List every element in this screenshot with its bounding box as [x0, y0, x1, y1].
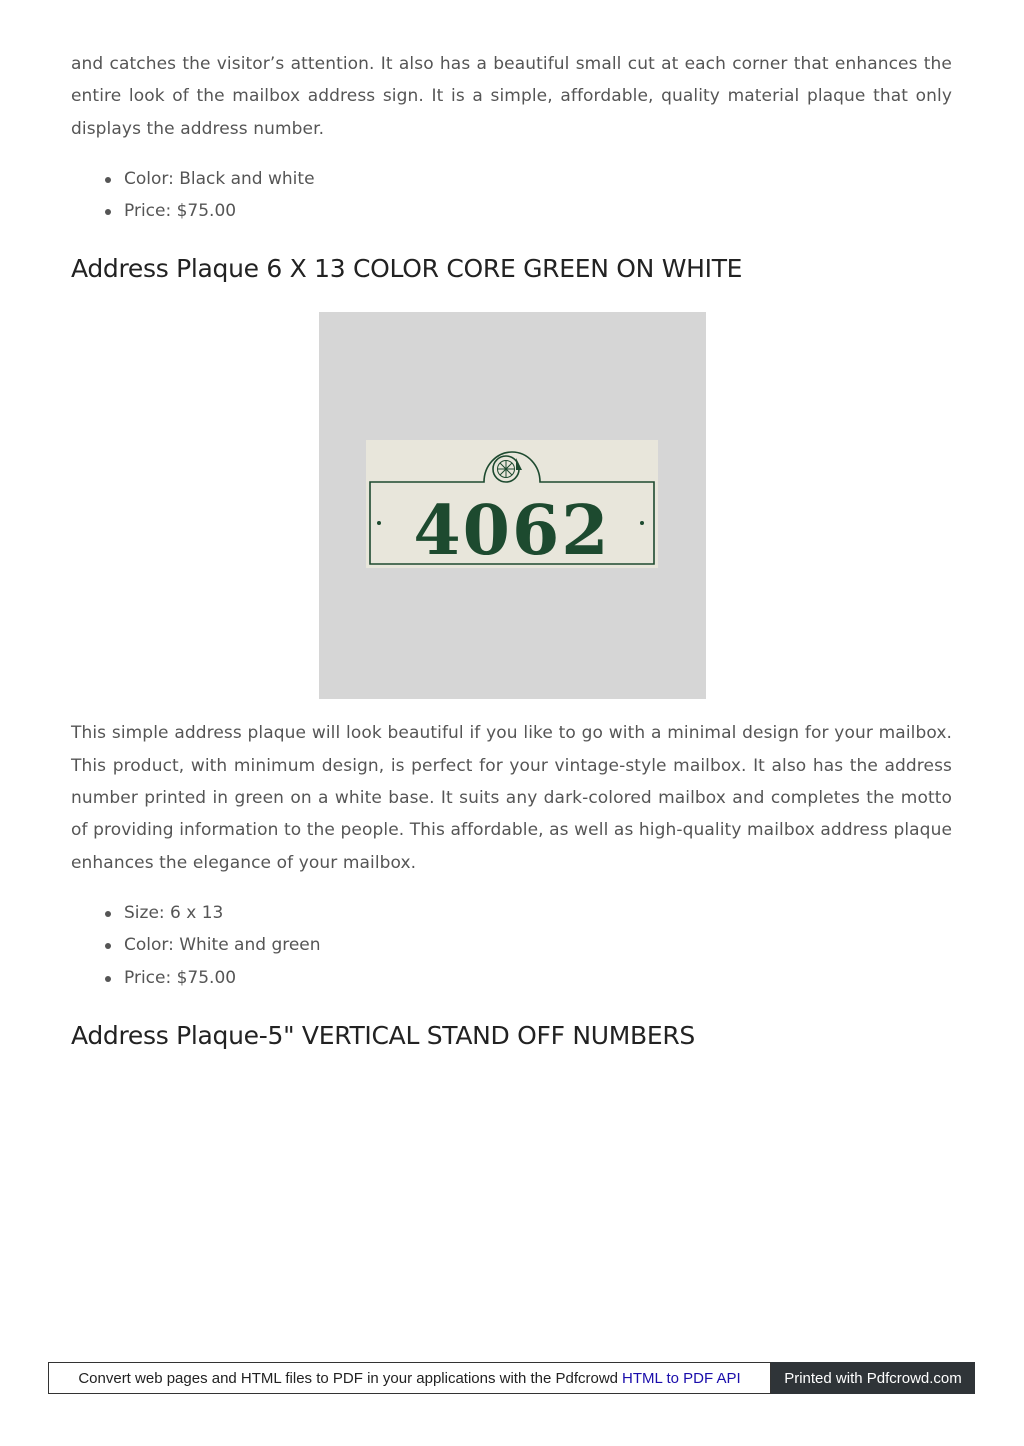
address-plaque-illustration — [366, 440, 658, 568]
pdfcrowd-footer — [48, 1362, 975, 1394]
list-item: Price: $75.00 — [124, 195, 952, 227]
list-item: Color: Black and white — [124, 163, 952, 195]
mounting-hole — [640, 521, 644, 525]
list-item: Size: 6 x 13 — [124, 897, 952, 929]
product-image — [319, 312, 706, 699]
product-description: This simple address plaque will look beautiful if you like to go with a minimal design for your mailbox. This product, with minimum design, is perfect for your vintage-style mailbox. It also has the address number printed in green on a white base. It suits any dark-colored mailbox and completes the motto of providing information to the people. This affordable, as well as high-quality mailbox address plaque enhances the elegance of your mailbox. — [71, 723, 952, 873]
footer-text: Convert web pages and HTML files to PDF in your applications with the Pdfcrowd — [78, 1369, 619, 1387]
mounting-hole — [377, 521, 381, 525]
plaque-number: 4062 — [413, 491, 611, 569]
next-product-heading: Address Plaque-5" VERTICAL STAND OFF NUMBERS — [71, 1020, 695, 1050]
list-item: Price: $75.00 — [124, 962, 952, 994]
footer-banner — [48, 1362, 771, 1394]
product-spec-list — [71, 897, 952, 994]
list-item: Color: White and green — [124, 929, 952, 961]
html-to-pdf-api-link[interactable]: HTML to PDF API — [622, 1369, 741, 1387]
article-content — [71, 48, 952, 1052]
intro-paragraph: and catches the visitor’s attention. It also has a beautiful small cut at each corner that enhances the entire look of the mailbox address sign. It is a simple, affordable, quality material plaque that only displays the address number. — [71, 54, 952, 139]
printed-with-badge[interactable]: Printed with Pdfcrowd.com — [771, 1362, 975, 1394]
intro-bullet-list — [71, 163, 952, 228]
product-heading: Address Plaque 6 X 13 COLOR CORE GREEN ON WHITE — [71, 254, 743, 284]
